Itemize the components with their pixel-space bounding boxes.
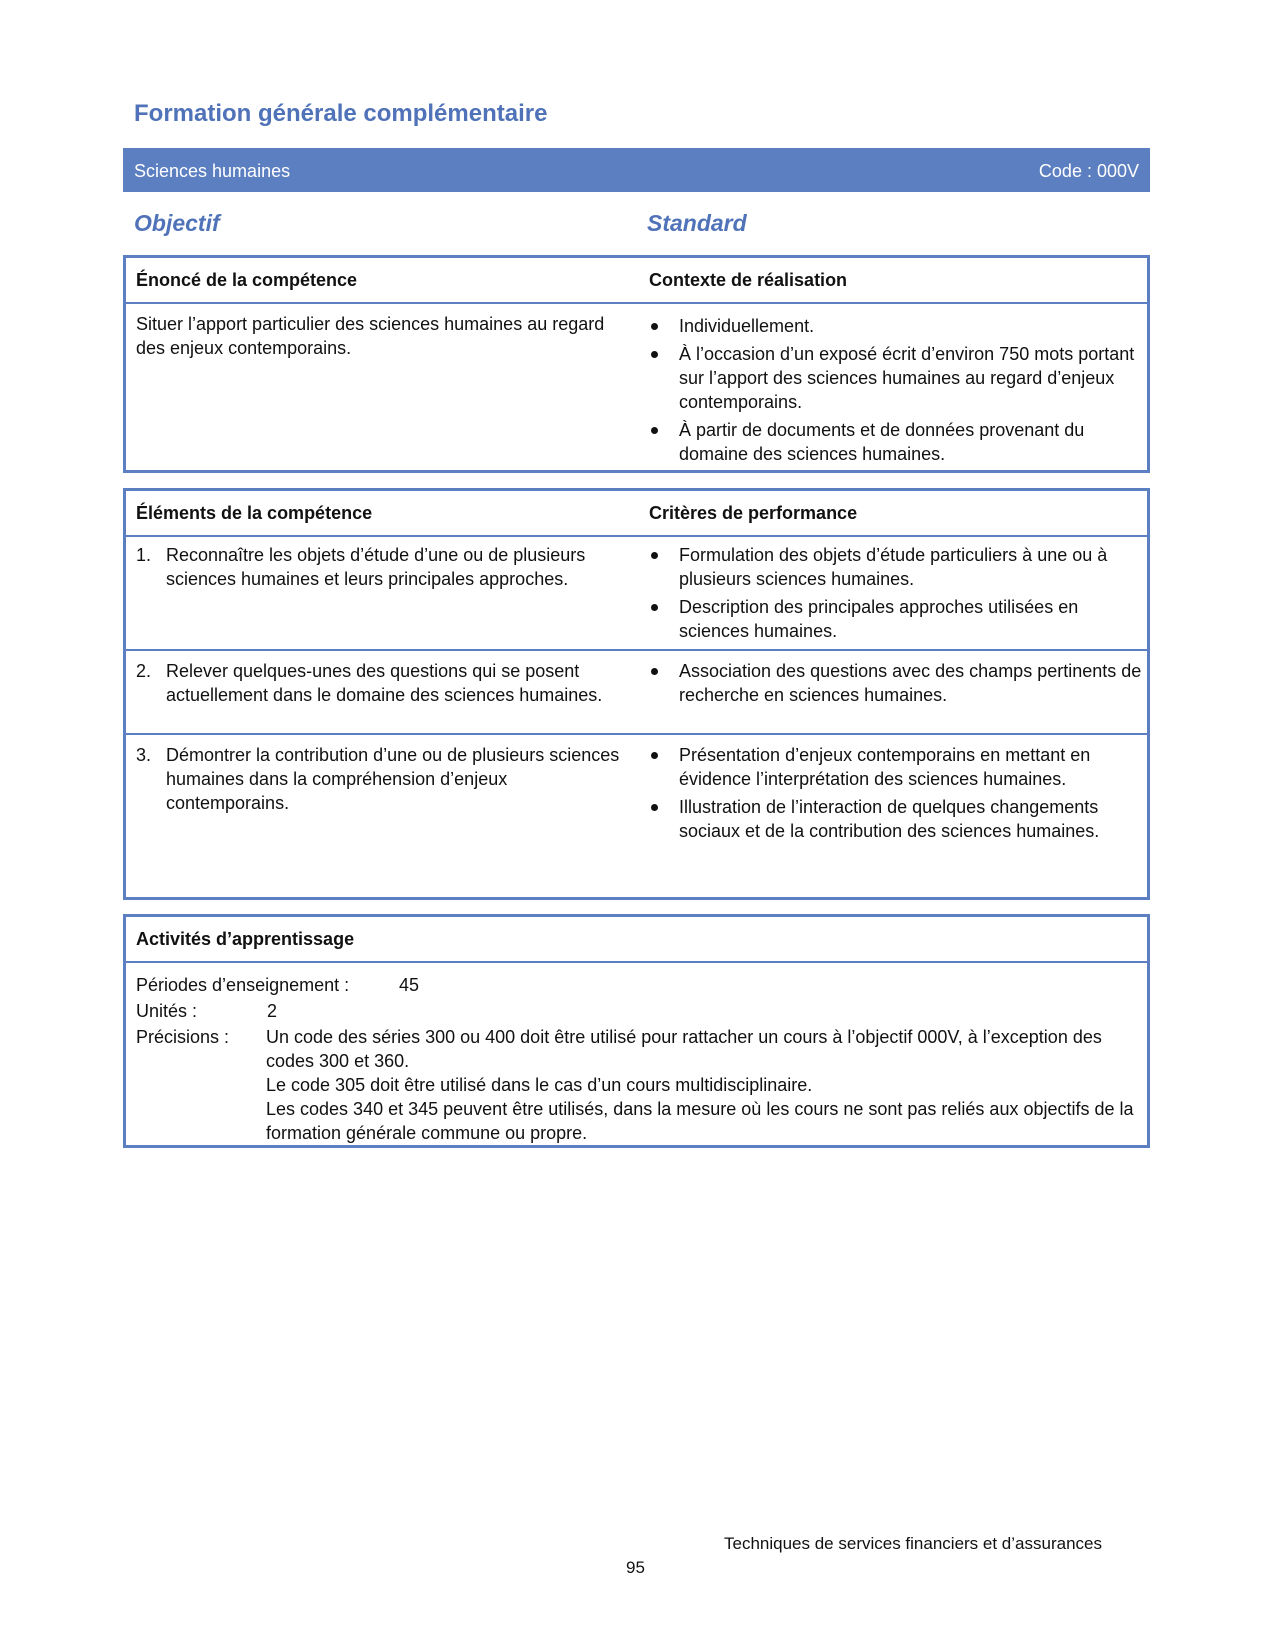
bullet-icon bbox=[651, 604, 658, 611]
document-title: Formation générale complémentaire bbox=[134, 100, 548, 127]
unites-label: Unités : bbox=[136, 1001, 198, 1021]
criteres-list bbox=[649, 543, 1144, 647]
list-item: À partir de documents et de données provenant du domaine des sciences humaines. bbox=[649, 418, 1139, 466]
activites-table bbox=[123, 914, 1150, 1148]
table-row: 3. Démontrer la contribution d’une ou de plusieurs sciences humaines dans la compréhension d’enjeux contemporains. Présentation d’enjeux contemporains en mettant en évidence l’interprétation des sciences humaines. Illustration de l’interaction de quelques changements sociaux et de la contribution des sciences humaines. bbox=[126, 735, 1147, 895]
bullet-icon bbox=[651, 323, 658, 330]
list-item: Individuellement. bbox=[649, 314, 1139, 338]
course-banner bbox=[123, 148, 1150, 192]
criteres-list bbox=[649, 743, 1144, 847]
bullet-icon bbox=[651, 427, 658, 434]
table-row: 1. Reconnaître les objets d’étude d’une ou de plusieurs sciences humaines et leurs principales approches. Formulation des objets d’étude particuliers à une ou à plusieurs sciences humaines. Description des principales approches utilisées en sciences humaines. bbox=[126, 535, 1147, 651]
bullet-icon bbox=[651, 804, 658, 811]
page-number: 95 bbox=[626, 1558, 645, 1577]
course-code: Code : 000V bbox=[1038, 161, 1139, 181]
list-item: Association des questions avec des champs pertinents de recherche en sciences humaines. bbox=[649, 659, 1144, 707]
unites-value: 2 bbox=[267, 1001, 278, 1021]
footer-program: Techniques de services financiers et d’assurances bbox=[724, 1534, 1102, 1553]
elements-header-row bbox=[126, 491, 1147, 537]
precisions-list bbox=[266, 1025, 1146, 1145]
periodes-value: 45 bbox=[399, 975, 420, 995]
bullet-icon bbox=[651, 351, 658, 358]
bullet-icon bbox=[651, 752, 658, 759]
list-item: Formulation des objets d’étude particuliers à une ou à plusieurs sciences humaines. bbox=[649, 543, 1144, 591]
list-item: Un code des séries 300 ou 400 doit être utilisé pour rattacher un cours à l’objectif 000V, à l’exception des codes 300 et 360. bbox=[266, 1027, 1102, 1071]
activites-header-row bbox=[126, 917, 1147, 963]
section-objectif: Objectif bbox=[134, 210, 220, 236]
bullet-icon bbox=[651, 552, 658, 559]
elements-header: Éléments de la compétence bbox=[136, 503, 373, 523]
list-item: À l’occasion d’un exposé écrit d’environ 750 mots portant sur l’apport des sciences humaines au regard d’enjeux contemporains. bbox=[649, 342, 1139, 414]
list-item: Illustration de l’interaction de quelques changements sociaux et de la contribution des sciences humaines. bbox=[649, 795, 1144, 843]
list-item: Les codes 340 et 345 peuvent être utilisés, dans la mesure où les cours ne sont pas reliés aux objectifs de la formation générale commune ou propre. bbox=[266, 1099, 1134, 1143]
enonce-header: Énoncé de la compétence bbox=[136, 270, 358, 290]
section-standard: Standard bbox=[647, 210, 747, 236]
table-row: 2. Relever quelques-unes des questions qui se posent actuellement dans le domaine des sciences humaines. Association des questions avec des champs pertinents de recherche en sciences humaines. bbox=[126, 651, 1147, 735]
enonce-text: Situer l’apport particulier des sciences humaines au regard des enjeux contemporains. bbox=[136, 314, 605, 358]
criteres-list bbox=[649, 659, 1144, 711]
contexte-header: Contexte de réalisation bbox=[649, 270, 848, 290]
list-item: Présentation d’enjeux contemporains en mettant en évidence l’interprétation des sciences humaines. bbox=[649, 743, 1144, 791]
bullet-icon bbox=[651, 668, 658, 675]
activites-header: Activités d’apprentissage bbox=[136, 929, 355, 949]
criteres-header: Critères de performance bbox=[649, 503, 858, 523]
contexte-list bbox=[649, 314, 1139, 470]
list-item: Le code 305 doit être utilisé dans le cas d’un cours multidisciplinaire. bbox=[266, 1075, 813, 1095]
list-item: Description des principales approches utilisées en sciences humaines. bbox=[649, 595, 1144, 643]
competence-header-row bbox=[126, 258, 1147, 304]
competence-table bbox=[123, 255, 1150, 473]
periodes-label: Périodes d’enseignement : bbox=[136, 975, 350, 995]
course-name: Sciences humaines bbox=[134, 161, 291, 181]
elements-table bbox=[123, 488, 1150, 900]
precisions-label: Précisions : bbox=[136, 1027, 230, 1047]
